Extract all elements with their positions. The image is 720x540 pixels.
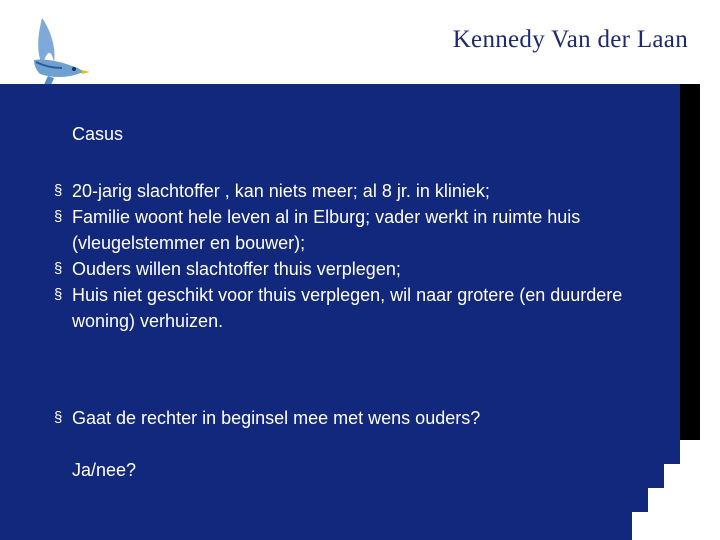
bullet-item: § Familie woont hele leven al in Elburg; vader werkt in ruimte huis (vleugelstemmer en bouwer); [54,204,634,256]
bullet-item: § Huis niet geschikt voor thuis verplegen, wil naar grotere (en duurdere woning) verhuizen. [54,282,634,334]
question-list [54,405,634,431]
slide-header [0,0,720,84]
bullet-item: § Ouders willen slachtoffer thuis verplegen; [54,256,634,282]
bullet-item: § 20-jarig slachtoffer , kan niets meer; al 8 jr. in kliniek; [54,178,634,204]
question-item: § Gaat de rechter in beginsel mee met wens ouders? [54,405,634,431]
stair-decoration [600,440,720,540]
bullet-list [54,178,634,334]
slide-title: Casus [72,124,124,144]
answer-text: Ja/nee? [72,460,137,480]
brand-name: Kennedy Van der Laan [452,26,688,53]
